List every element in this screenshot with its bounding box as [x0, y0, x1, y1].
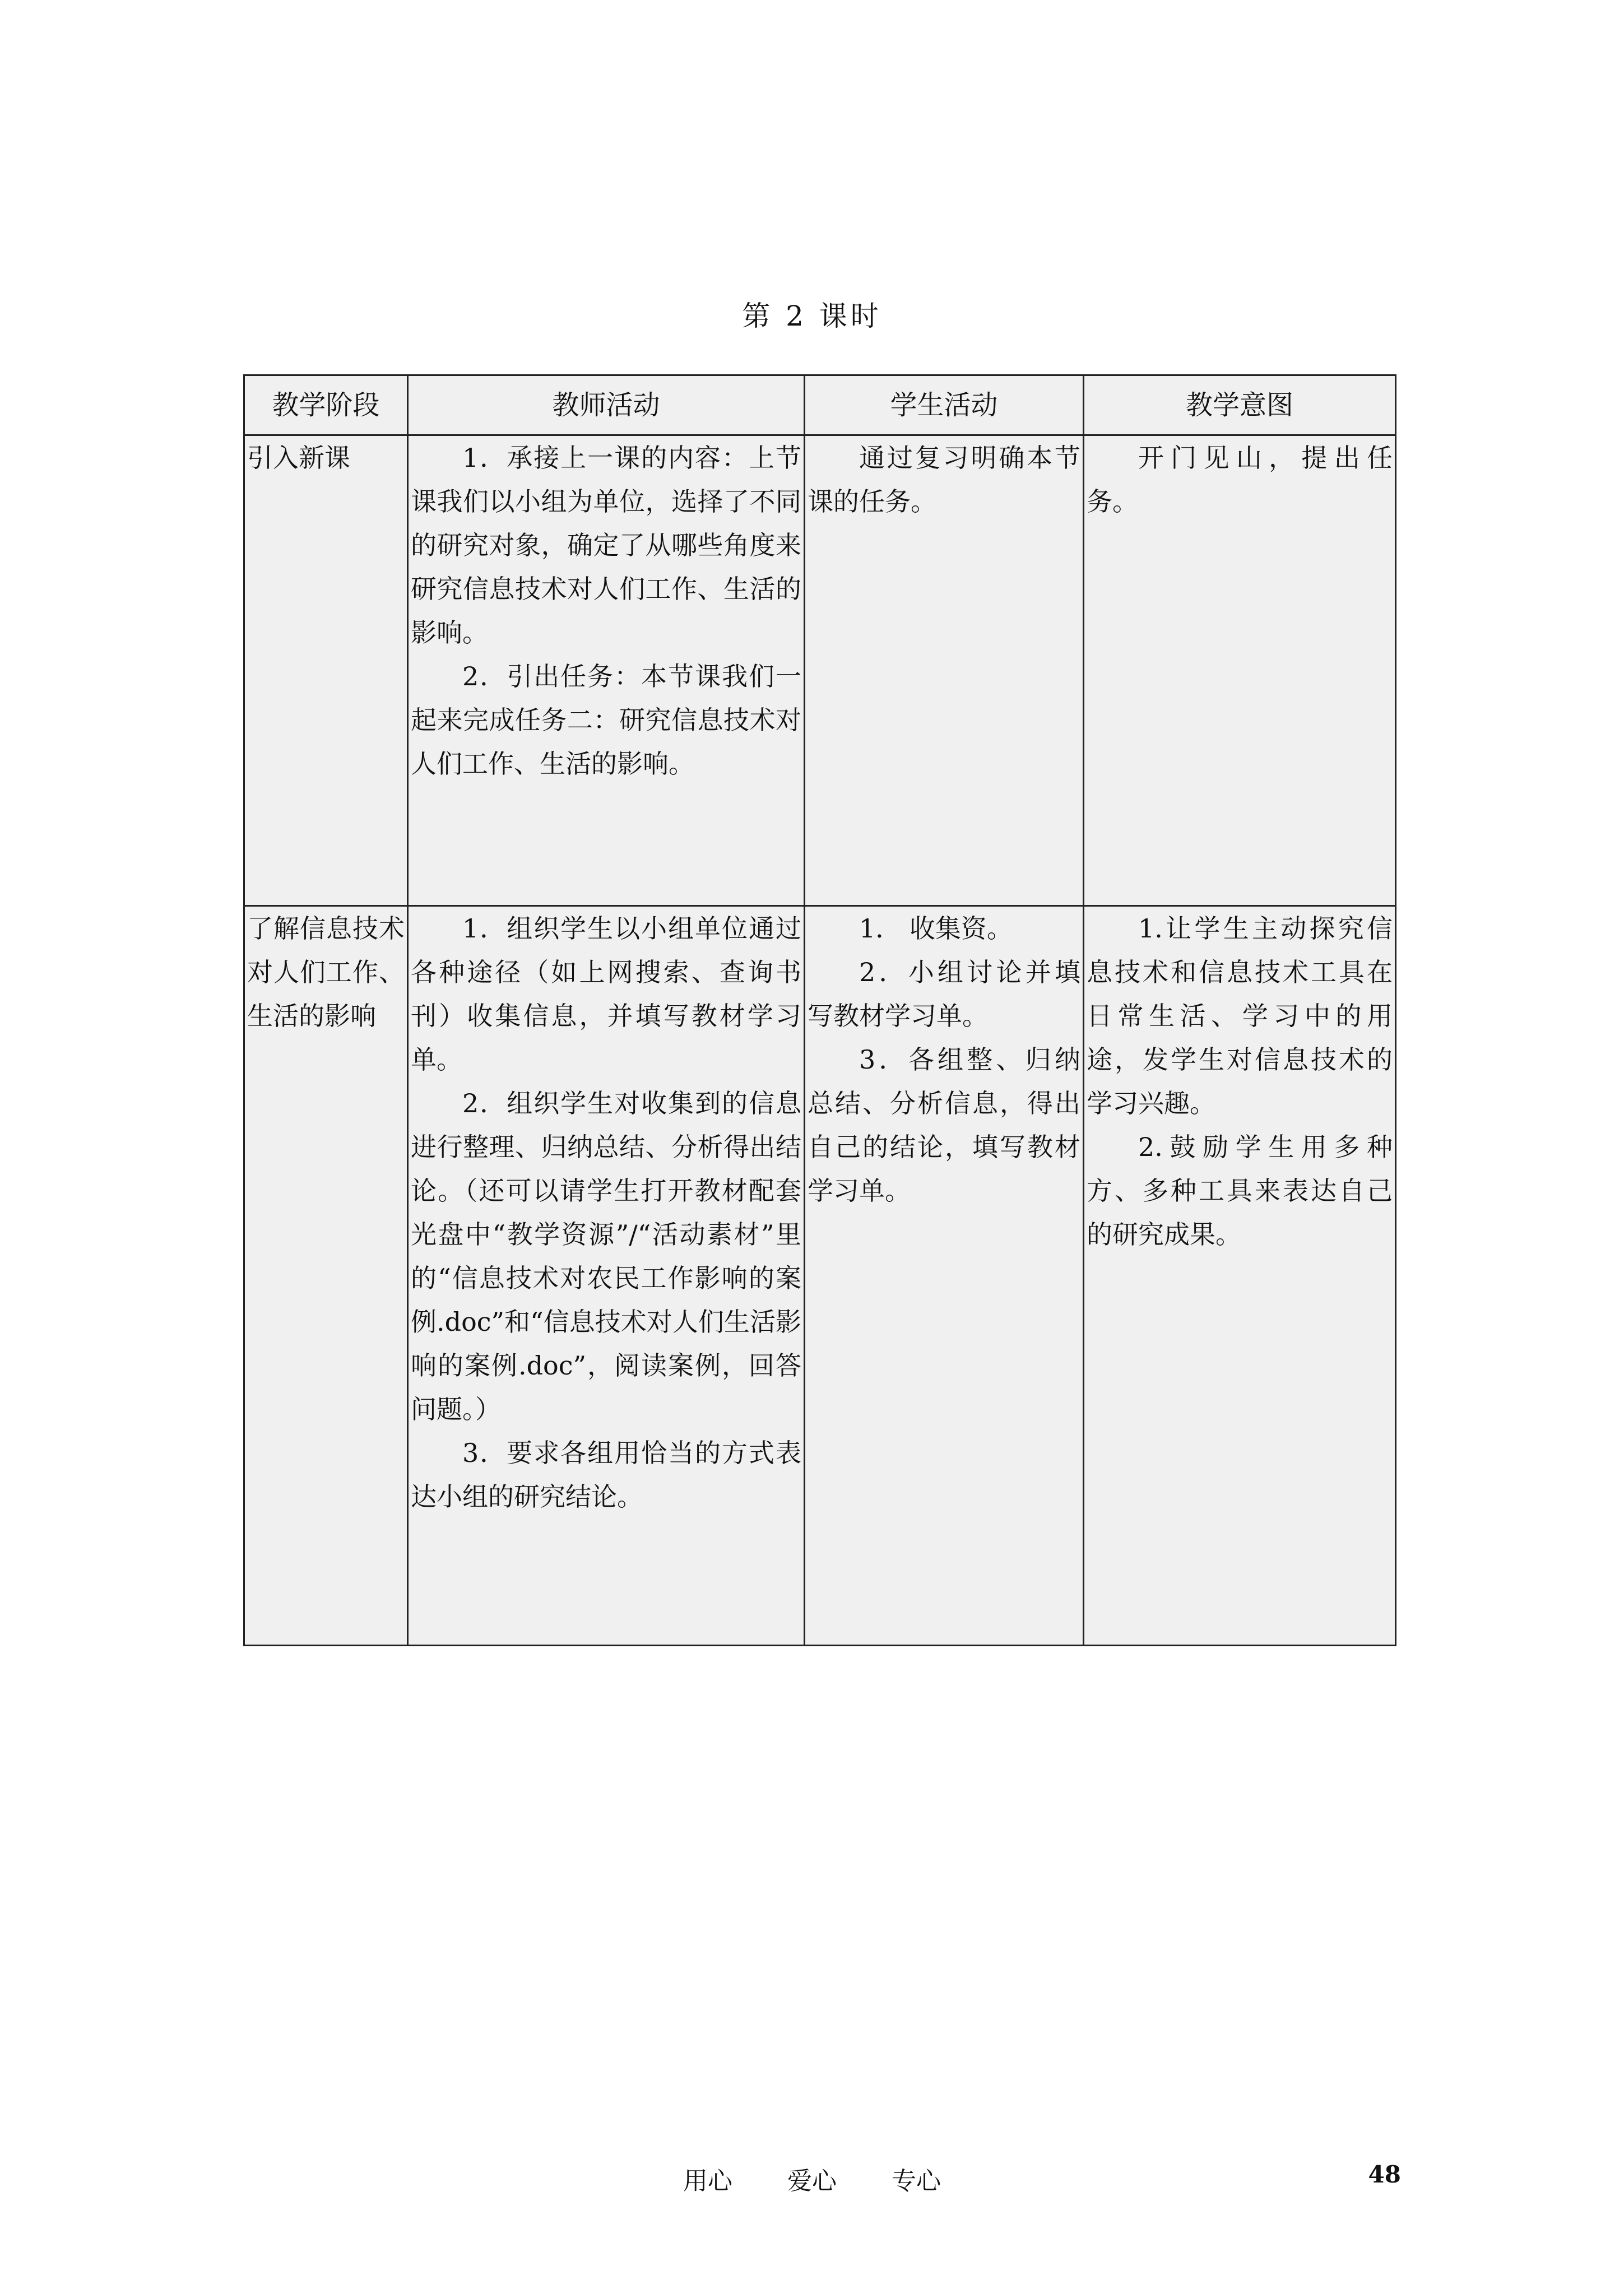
header-student-activity: 学生活动: [805, 375, 1084, 435]
student-activity-cell: [805, 906, 1084, 1646]
teacher-activity-cell: [408, 435, 805, 906]
header-teacher-activity: 教师活动: [408, 375, 805, 435]
teaching-intent-cell: [1084, 435, 1396, 906]
stage-cell: 了解信息技术对人们工作、生活的影响: [244, 906, 408, 1646]
teaching-intent-cell: [1084, 906, 1396, 1646]
table-row: [244, 435, 1396, 906]
footer-motto-item: 用心: [683, 2167, 732, 2195]
table-header-row: [244, 375, 1396, 435]
student-step: 通过复习明确本节课的任务。: [808, 443, 1080, 517]
lesson-title: 第 2 课时: [742, 300, 882, 332]
teacher-step: 2．组织学生对收集到的信息进行整理、归纳总结、分析得出结论。（还可以请学生打开教材配套光盘中“教学资源”/“活动素材”里的“信息技术对农民工作影响的案例.doc”和“信息技术对人们生活影响的案例.doc”，阅读案例，回答问题。）: [411, 1088, 801, 1424]
student-step: 3．各组整、归纳总结、分析信息，得出自己的结论，填写教材学习单。: [808, 1044, 1080, 1206]
intent-item: 1.让学生主动探究信息技术和信息技术工具在日常生活、学习中的用途，发学生对信息技术的学习兴趣。: [1087, 913, 1393, 1118]
intent-item: 开门见山，提出任务。: [1087, 443, 1393, 517]
teacher-step: 3．要求各组用恰当的方式表达小组的研究结论。: [411, 1438, 801, 1512]
teacher-step: 1．组织学生以小组单位通过各种途径（如上网搜索、查询书刊）收集信息，并填写教材学习单。: [411, 913, 801, 1075]
student-step: 1． 收集资。: [859, 913, 1013, 944]
footer-motto-item: 爱心: [787, 2167, 837, 2195]
table-row: [244, 906, 1396, 1646]
page-number: 48: [1368, 2161, 1401, 2188]
footer-motto-item: 专心: [892, 2167, 941, 2195]
intent-item: 2.鼓励学生用多种方、多种工具来表达自己的研究成果。: [1087, 1132, 1393, 1250]
header-stage: 教学阶段: [244, 375, 408, 435]
student-activity-cell: [805, 435, 1084, 906]
teacher-activity-cell: [408, 906, 805, 1646]
teacher-step: 2．引出任务：本节课我们一起来完成任务二：研究信息技术对人们工作、生活的影响。: [411, 661, 801, 779]
header-teaching-intent: 教学意图: [1084, 375, 1396, 435]
lesson-plan-table: [243, 374, 1396, 1646]
student-step: 2．小组讨论并填写教材学习单。: [808, 957, 1080, 1031]
teacher-step: 1．承接上一课的内容：上节课我们以小组为单位，选择了不同的研究对象，确定了从哪些角度来研究信息技术对人们工作、生活的影响。: [411, 443, 801, 648]
stage-cell: 引入新课: [244, 435, 408, 906]
